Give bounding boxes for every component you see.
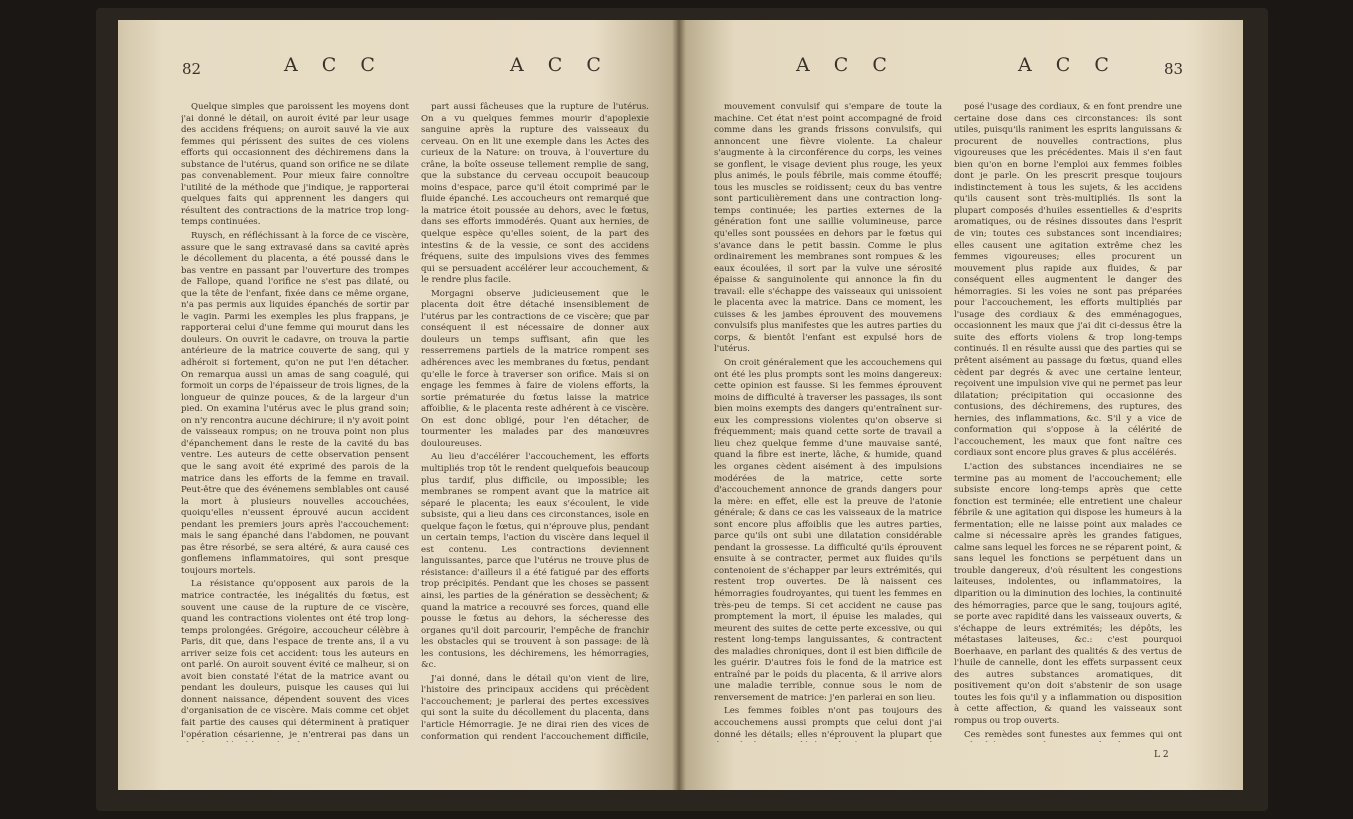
paragraph: Les femmes foibles n'ont pas toujours des accouchemens aussi prompts que celui dont j'ai donné les détails; elles n'éprouvent la plupart que bbox=[714, 706, 942, 740]
left-column-2 bbox=[421, 102, 649, 742]
paragraph: Au lieu d'accélérer l'accouchement, les efforts multipliés trop tôt le rendent quelquefois beaucoup plus tardif, plus difficile, ou impossible; les membranes se rompent avant que la matrice ait séparé le placenta; les eaux s'écoulent, le vide subsiste, qui a lieu dans ces circonstances, isole en quelque façon le fœtus, qui n'éprouve plus, pendant un certain temps, l'action du viscère dans lequel il est contenu. Les contractions deviennent languissantes, parce que l'utérus ne trouve plus de résistance: d'ailleurs il a été fatigué par des efforts trop précipités. Pendant que les choses se passent ainsi, les parties de la génération se dessèchent; & quand la matrice a recouvré ses forces, quand elle pousse le fœtus au dehors, la sécheresse des organes qu'il doit parcourir, l'empêche de franchir les obstacles qui se trouvent à son passage: de là les contusions, les déchiremens, les hémorragies, &c. bbox=[421, 452, 649, 671]
paragraph: posé l'usage des cordiaux, & en font prendre une certaine dose dans ces circonstances: ils sont utiles, puisqu'ils raniment les esprits languissans & procurent de nouvelles contractions, plus vigoureuses que les précédentes. Mais il s'en faut bien qu'on en borne l'emploi aux femmes foibles dont je parle. On les prescrit presque toujours indistinctement à tous les sujets, & les accidens qu'ils causent sont très-multipliés. Ils sont la plupart composés d'huiles essentielles & d'esprits aromatiques, ou de résines dissoutes dans l'esprit de vin; toutes ces substances sont incendiaires; elles causent une agitation extrême chez les femmes vigoureuses; elles procurent un mouvement plus rapide aux fluides, & par conséquent elles augmentent le danger des hémorragies. Si les voies ne sont pas préparées pour l'accouchement, les efforts multipliés par l'usage des cordiaux & des emménagogues, occasionnent les maux que j'ai dit ci-dessus être la suite des efforts violens & trop long-temps continués. Il en résulte aussi que des parties qui se prêtent aisément au passage du fœtus, quand elles cèdent par degrés & avec une certaine lenteur, reçoivent une impulsion vive qui ne permet pas leur dilatation; précipitation qui occasionne des contusions, des déchiremens, des ruptures, des hernies, des inflammations, &c. S'il y a vice de conformation qui s'oppose à la célérité de l'accouchement, les maux que font naître ces cordiaux sont encore plus graves & plus accélérés. bbox=[954, 102, 1182, 459]
left-page bbox=[118, 20, 678, 790]
book-gutter bbox=[672, 20, 686, 790]
left-column-1 bbox=[181, 102, 409, 742]
running-head-right-2: A C C bbox=[1018, 54, 1118, 76]
running-head-left-1: A C C bbox=[284, 54, 384, 76]
paragraph: J'ai donné, dans le détail qu'on vient de lire, l'histoire des principaux accidens qui précèdent l'accouchement; je parlerai des pertes excessives qui sont la suite du décollement du placenta, dans l'article Hémorragie. Je ne dirai rien des vices de conformation qui rendent l'accouchement difficile, bbox=[421, 673, 649, 742]
right-page bbox=[678, 20, 1243, 790]
paragraph: On croit généralement que les accouchemens qui ont été les plus prompts sont les moins dangereux: cette opinion est fausse. Si les femmes éprouvent moins de difficulté à traverser les passages, ils sont bien moins exempts des dangers qu'entraînent sur-eux les compressions violentes qu'on observe si fréquemment; mais quand cette sorte de travail a lieu chez quelque femme d'une mauvaise santé, quand la fibre est inerte, lâche, & humide, quand les organes cèdent aisément à des impulsions modérées de la matrice, cette sorte d'accouchement annonce de grands dangers pour la mère: en effet, elle est la preuve de l'atonie générale; & dans ce cas les vaisseaux de la matrice sont encore plus affoiblis que les autres parties, parce qu'ils ont subi une dilatation considérable pendant la grossesse. La difficulté qu'ils éprouvent ensuite à se contracter, permet aux fluides qu'ils contenoient de s'échapper par leurs extrémités, qui restent trop ouvertes. De là naissent ces hémorragies foudroyantes, qui tuent les femmes en très-peu de temps. Si cet accident ne cause pas promptement la mort, il épuise les malades, qui meurent des suites de cette perte excessive, ou qui restent long-temps languissantes, & contractent des maladies chroniques, dont il est bien difficile de les guérir. D'autres fois le fond de la matrice est entraîné par le poids du placenta, & il arrive alors une maladie terrible, connue sous le nom de renversement de matrice: j'en parlerai en son lieu. bbox=[714, 358, 942, 703]
paragraph: L'action des substances incendiaires ne se termine pas au moment de l'accouchement; elle subsiste encore long-temps après que cette fonction est terminée; elle entretient une chaleur fébrile & une agitation qui dispose les humeurs à la fermentation; elle ne laisse point aux malades ce calme si nécessaire après les grandes fatigues, calme sans lequel les forces ne se réparent point, & sans lequel les fonctions se perpétuent dans un trouble dangereux, d'où résultent les congestions laiteuses, indolentes, ou inflammatoires, la diparition ou la diminution des lochies, la continuité des hémorragies, parce que le sang, toujours agité, se porte avec rapidité dans les vaisseaux ouverts, & s'échappe de leurs extrémités; les dépôts, les métastases laiteuses, &c.: c'est pourquoi Boerhaave, en parlant des qualités & des vertus de l'huile de cannelle, dont les effets surpassent ceux des autres substances aromatiques, dit positivement qu'on doit s'abstenir de son usage toutes les fois qu'il y a inflammation ou disposition à cette affection, & quand les vaisseaux sont rompus ou trop ouverts. bbox=[954, 461, 1182, 726]
signature-mark: L 2 bbox=[1154, 750, 1169, 760]
paragraph: Ces remèdes sont funestes aux femmes qui ont bbox=[964, 729, 1182, 740]
right-column-1 bbox=[714, 102, 942, 742]
paragraph: Ruysch, en réfléchissant à la force de ce viscère, assure que le sang extravasé dans sa cavité après le décollement du placenta, a été poussé dans le bas ventre en passant par l'ouverture des trompes de Fallope, quand l'orifice ne s'est pas dilaté, ou que la tête de l'enfant, fixée dans ce même organe, n'a pas permis aux liquides épanchés de sortir par le vagin. Parmi les exemples les plus frappans, je rapporterai celui d'une femme qui mourut dans les douleurs. On ouvrit le cadavre, on trouva la partie antérieure de la matrice couverte de sang, qui y adhéroit si fortement, qu'on ne put l'en détacher. On remarqua aussi un amas de sang coagulé, qui formoit un corps de l'épaisseur de trois lignes, de la longueur de quinze pouces, & de la largeur d'un pied. On examina l'utérus avec le plus grand soin; on n'y rencontra aucune déchirure; il n'y avoit point de vaisseaux rompus; on ne trouva point non plus d'épanchement dans le reste de la cavité du bas ventre. Les auteurs de cette observation pensent que le sang avoit été exprimé des parois de la matrice dans les efforts de la femme en travail. Peut-être que des événemens semblables ont causé la mort à plusieurs nouvelles accouchées, quoiqu'elles n'eussent éprouvé aucun accident pendant les premiers jours après l'accouchement: mais le sang épanché dans l'abdomen, ne pouvant pas être résorbé, se sera altéré, & aura causé ces gonflemens inflammatoires, qui sont presque toujours mortels. bbox=[181, 231, 409, 576]
paragraph: Quelque simples que paroissent les moyens dont j'ai donné le détail, on auroit évité par leur usage des accidens fréquens; on auroit sauvé la vie aux femmes qui périssent des suites de ces violens efforts qui occasionnent des déchiremens dans la substance de l'utérus, quand son orifice ne se dilate pas convenablement. Pour mieux faire connoître l'utilité de la méthode que j'indique, je rapporterai quelques faits qui apprennent les dangers qui résultent des contractions de la matrice trop long-temps continuées. bbox=[181, 102, 409, 228]
page-number-right: 83 bbox=[1164, 60, 1184, 78]
running-head-left-2: A C C bbox=[510, 54, 610, 76]
paragraph: part aussi fâcheuses que la rupture de l'utérus. On a vu quelques femmes mourir d'apoplexie sanguine après la rupture des vaisseaux du cerveau. On en lit une exemple dans les Actes des curieux de la Nature: on trouva, à l'ouverture du crâne, la boîte osseuse tellement remplie de sang, que la substance du cerveau occupoit beaucoup moins d'espace, parce qu'il étoit comprimé par le fluide épanché. Les accoucheurs ont remarqué que la matrice étoit poussée au dehors, avec le fœtus, dans ses efforts immodérés. Quant aux hernies, de quelque espèce qu'elles soient, de la part des intestins & de la vessie, ce sont des accidens fréquens, suite des impulsions vives des femmes qui se persuadent accélérer leur accouchement, & le rendre plus facile. bbox=[421, 102, 649, 286]
right-column-2 bbox=[954, 102, 1182, 742]
paragraph: La résistance qu'opposent aux parois de la matrice contractée, les inégalités du fœtus, est souvent une cause de la rupture de ce viscère, quand les contractions violentes ont été trop long-temps prolongées. Grégoire, accoucheur célèbre à Paris, dit que, dans l'espace de trente ans, il a vu arriver seize fois cet accident: tous les auteurs en ont parlé. On auroit souvent évité ce malheur, si on avoit bien constaté l'état de la matrice avant ou pendant les douleurs, puisque les causes qui lui donnent naissance, dépendent souvent des vices d'organisation de ce viscère. Mais comme cet objet fait partie des causes qui déterminent à pratiquer l'opération césarienne, je n'entrerai pas dans un bbox=[181, 579, 409, 740]
page-number-left: 82 bbox=[182, 60, 202, 78]
running-head-right-1: A C C bbox=[796, 54, 896, 76]
paragraph: mouvement convulsif qui s'empare de toute la machine. Cet état n'est point accompagné de froid comme dans les grands frissons convulsifs, qui annoncent une fièvre violente. La chaleur s'augmente à la circonférence du corps, les veines se gonflent, le visage devient plus rouge, les yeux plus animés, le pouls fébrile, mais comme étouffé; tous les muscles se roidissent; ceux du bas ventre sont particulièrement dans une contraction long-temps continuée; les parties externes de la génération font une saillie volumineuse, parce qu'elles sont poussées en dehors par le fœtus qui s'avance dans le petit bassin. Comme le plus ordinairement les membranes sont rompues & les eaux écoulées, il sort par la vulve une sérosité épaisse & sanguinolente qui annonce la fin du travail: elle s'échappe des vaisseaux qui unissoient le placenta avec la matrice. Dans ce moment, les cuisses & les jambes éprouvent des mouvemens convulsifs plus manifestes que les autres parties du corps, & bientôt l'enfant est expulsé hors de l'utérus. bbox=[714, 102, 942, 355]
paragraph: Morgagni observe judicieusement que le placenta doit être détaché insensiblement de l'utérus par les contractions de ce viscère; que par conséquent il est nécessaire de donner aux douleurs un temps suffisant, afin que les resserremens partiels de la matrice rompent ses adhérences avec les membranes du fœtus, pendant qu'elle le force à traverser son orifice. Mais si on engage les femmes à faire de violens efforts, la sortie prématurée du fœtus laisse la matrice affoiblie, & le placenta reste adhérent à ce viscère. On est donc obligé, pour l'en détacher, de tourmenter les malades par des manœuvres douloureuses. bbox=[421, 288, 649, 449]
